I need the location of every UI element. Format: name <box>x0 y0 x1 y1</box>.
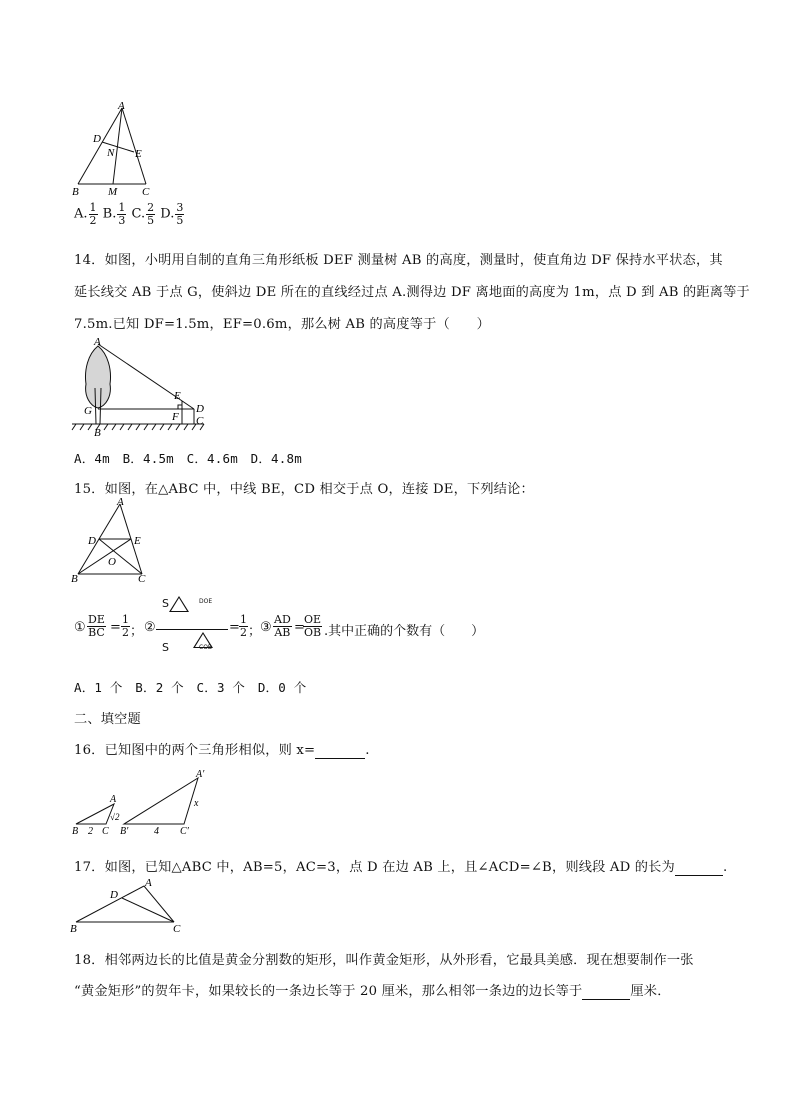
q16-label-a-prime: A′ <box>196 769 205 780</box>
q15-conclusion-3-mark: ③ <box>260 620 272 635</box>
q17-label-a: A <box>145 877 152 889</box>
q15-label-o: O <box>108 556 116 568</box>
q15-conclusion-2-mark: ② <box>144 620 156 635</box>
q15-conclusion-3-left: $\frac{AD}{AB}$ <box>274 613 291 639</box>
q16-label-c-prime: C′ <box>180 826 189 837</box>
q14-right-angle-mark <box>178 405 182 409</box>
q15-options: A．1 个 B．2 个 C．3 个 D．0 个 <box>74 680 307 695</box>
q14-label-g: G <box>84 405 92 417</box>
q13-label-d: D <box>93 133 101 145</box>
q16-label-a: A <box>110 794 117 805</box>
q15-question-tail: .其中正确的个数有（ ） <box>324 624 485 639</box>
q15-conclusion-2-value: $\frac{1}{2}$ <box>240 613 247 639</box>
q15-label-c: C <box>138 573 146 585</box>
q14-tree-crown <box>86 346 111 408</box>
q15-fraction-bar <box>156 629 228 630</box>
q16-label-c: C <box>102 826 109 837</box>
q13-label-m: M <box>108 186 118 198</box>
q17-label-b: B <box>70 923 77 934</box>
q15-area-sub-bottom: COB <box>199 644 213 651</box>
q15-stem-line-1: 15．如图，在△ABC 中，中线 BE，CD 相交于点 O，连接 DE，下列结论： <box>74 482 534 497</box>
q15-label-d: D <box>88 535 96 547</box>
q15-label-b: B <box>71 573 78 585</box>
q16-label-two: 2 <box>88 826 93 837</box>
q17-label-c: C <box>173 923 181 934</box>
q13-side-ac <box>122 108 146 184</box>
section-heading-fill-in: 二、填空题 <box>74 712 141 727</box>
q14-label-d: D <box>196 403 204 415</box>
q16-label-b-prime: B′ <box>120 826 129 837</box>
q14-label-c: C <box>196 415 204 427</box>
q14-stem-line-2: 延长线交 AB 于点 G，使斜边 DE 所在的直线经过点 A.测得边 DF 离地面的高度为 1m，点 D 到 AB 的距离等于 <box>74 285 750 300</box>
q15-conclusions: ① $\frac{DE}{BC}$ = $\frac{1}{2}$ ； ② S DOE S COB = $\frac{1}{2}$ ； ③ $\frac{AD}{AB}$ = $\frac{OE}{OB}$ .其中正确的个数有（ ） <box>74 597 485 654</box>
q18-stem-line-1: 18．相邻两边长的比值是黄金分割数的矩形，叫作黄金矩形，从外形看，它最具美感．现在想要制作一张 <box>74 953 694 968</box>
q13-label-b: B <box>72 186 79 198</box>
q17-answer-blank[interactable] <box>675 860 723 876</box>
q13-label-a: A <box>118 100 125 112</box>
q15-conclusion-1-ratio: $\frac{DE}{BC}$ <box>88 613 105 639</box>
q13-option-d-fraction: $\frac{3}{5}$ <box>176 201 184 227</box>
q15-triangle-figure <box>68 498 158 586</box>
q14-label-b: B <box>94 427 101 438</box>
q13-label-n: N <box>107 147 115 159</box>
q13-label-c: C <box>142 186 150 198</box>
q16-label-b: B <box>72 826 79 837</box>
q17-label-d: D <box>110 889 118 901</box>
q18-answer-blank[interactable] <box>582 984 630 1000</box>
q14-tree-figure <box>70 336 210 438</box>
q13-options: A. $\frac{1}{2}$ B. $\frac{1}{3}$ C. $\frac{2}{5}$ D. $\frac{3}{5}$ <box>74 201 184 227</box>
q14-stem-line-1: 14．如图，小明用自制的直角三角形纸板 DEF 测量树 AB 的高度，测量时，使直角边 DF 保持水平状态，其 <box>74 253 723 268</box>
q14-label-a: A <box>94 336 101 348</box>
q17-side-ac <box>144 886 174 922</box>
q13-label-e: E <box>135 148 142 160</box>
q15-conclusion-1-mark: ① <box>74 620 86 635</box>
q13-option-a-fraction: $\frac{1}{2}$ <box>89 201 97 227</box>
q14-label-e: E <box>174 390 181 402</box>
q15-label-a: A <box>117 498 124 508</box>
q15-median-be <box>78 539 131 574</box>
q15-area-sub-top: DOE <box>199 598 213 605</box>
q16-label-x: x <box>194 798 199 809</box>
q13-option-c-fraction: $\frac{2}{5}$ <box>147 201 155 227</box>
q14-options: A．4m B．4.5m C．4.6m D．4.8m <box>74 451 302 466</box>
q16-large-triangle <box>124 778 198 824</box>
q14-label-f: F <box>172 411 179 423</box>
q18-stem-line-2: “黄金矩形”的贺年卡，如果较长的一条边长等于 20 厘米，那么相邻一条边的边长等于 厘米． <box>74 984 671 999</box>
q15-area-s-bottom: S <box>162 641 169 654</box>
q17-stem: 17．如图，已知△ABC 中，AB=5，AC=3，点 D 在边 AB 上，且∠ACD=∠B，则线段 AD 的长为 . <box>74 860 728 875</box>
q16-label-sqrt2: √2 <box>110 812 120 822</box>
q15-label-e: E <box>134 535 141 547</box>
q15-conclusion-1-value: $\frac{1}{2}$ <box>122 613 129 639</box>
q16-answer-blank[interactable] <box>315 743 365 759</box>
q13-option-b-fraction: $\frac{1}{3}$ <box>118 201 126 227</box>
q15-area-s-top: S <box>162 597 169 610</box>
q13-triangle-figure <box>66 100 166 198</box>
triangle-icon <box>169 596 189 612</box>
q16-similar-triangles-figure <box>70 764 210 838</box>
q14-stem-line-3: 7.5m.已知 DF=1.5m，EF=0.6m，那么树 AB 的高度等于（ ） <box>74 317 491 332</box>
q14-ground-hatching <box>72 424 204 430</box>
q16-small-triangle <box>76 804 114 824</box>
q15-conclusion-3-right: $\frac{OE}{OB}$ <box>304 613 322 639</box>
q16-label-four: 4 <box>154 826 159 837</box>
q17-segment-cd <box>122 898 174 922</box>
q16-stem: 16．已知图中的两个三角形相似，则 x= . <box>74 743 370 758</box>
q17-triangle-figure <box>70 876 190 934</box>
